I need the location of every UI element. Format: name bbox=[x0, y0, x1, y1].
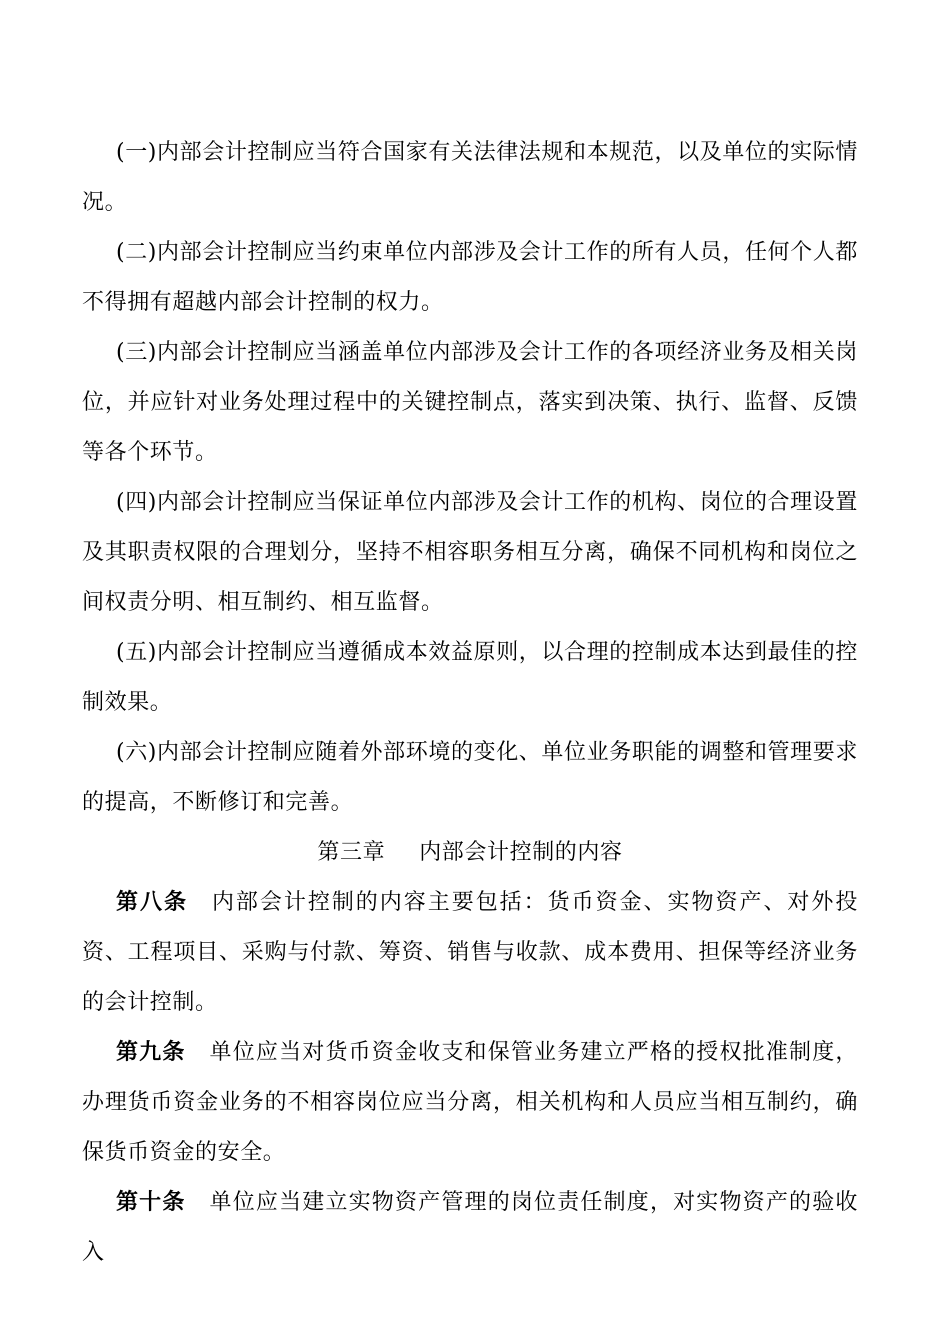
article-9 bbox=[82, 1028, 858, 1178]
chapter-number: 第三章 bbox=[317, 840, 386, 865]
principle-paragraph-4: (四)内部会计控制应当保证单位内部涉及会计工作的机构、岗位的合理设置及其职责权限的合理划分，坚持不相容职务相互分离，确保不同机构和岗位之间权责分明、相互制约、相互监督。 bbox=[82, 490, 858, 615]
principle-paragraph-3: (三)内部会计控制应当涵盖单位内部涉及会计工作的各项经济业务及相关岗位，并应针对业务处理过程中的关键控制点，落实到决策、执行、监督、反馈等各个环节。 bbox=[82, 340, 858, 465]
article-label: 第九条 bbox=[116, 1040, 186, 1065]
principle-paragraph-5: (五)内部会计控制应当遵循成本效益原则，以合理的控制成本达到最佳的控制效果。 bbox=[82, 640, 858, 715]
article-label: 第八条 bbox=[116, 890, 188, 915]
chapter-heading bbox=[82, 828, 858, 878]
article-10 bbox=[82, 1178, 858, 1278]
principle-paragraph-2: (二)内部会计控制应当约束单位内部涉及会计工作的所有人员，任何个人都不得拥有超越内部会计控制的权力。 bbox=[82, 240, 858, 315]
chapter-title: 内部会计控制的内容 bbox=[419, 840, 623, 865]
article-text: 内部会计控制的内容主要包括：货币资金、实物资产、对外投资、工程项目、采购与付款、筹资、销售与收款、成本费用、担保等经济业务的会计控制。 bbox=[82, 890, 858, 1015]
article-text: 单位应当对货币资金收支和保管业务建立严格的授权批准制度，办理货币资金业务的不相容岗位应当分离，相关机构和人员应当相互制约，确保货币资金的安全。 bbox=[82, 1040, 858, 1165]
article-text: 单位应当建立实物资产管理的岗位责任制度，对实物资产的验收入 bbox=[82, 1190, 858, 1265]
article-label: 第十条 bbox=[116, 1190, 186, 1215]
document-page bbox=[82, 128, 858, 1278]
principle-paragraph-6: (六)内部会计控制应随着外部环境的变化、单位业务职能的调整和管理要求的提高，不断修订和完善。 bbox=[82, 740, 858, 815]
article-8 bbox=[82, 878, 858, 1028]
principle-paragraph-1: (一)内部会计控制应当符合国家有关法律法规和本规范，以及单位的实际情况。 bbox=[82, 140, 858, 215]
